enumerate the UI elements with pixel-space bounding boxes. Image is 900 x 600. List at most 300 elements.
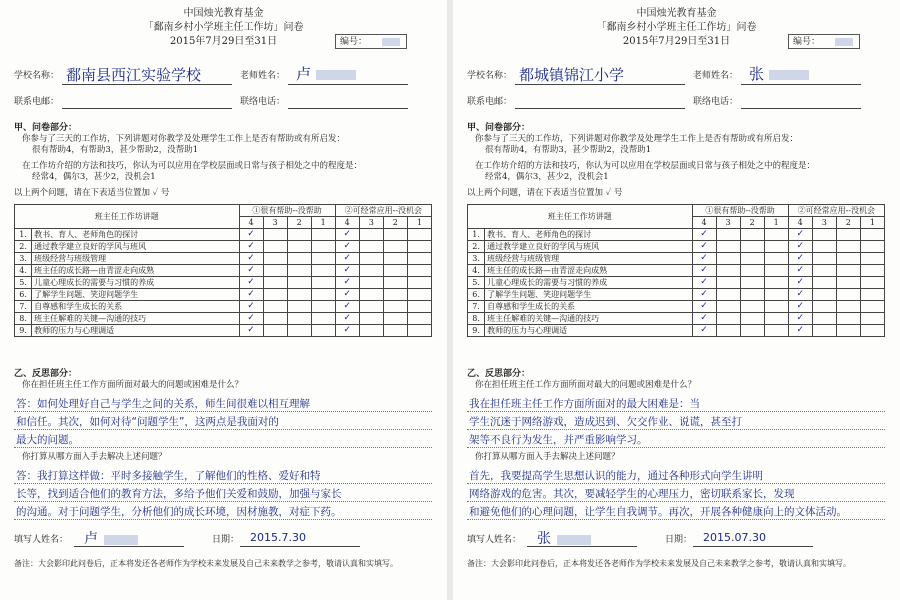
help-rating-cell[interactable]: ✓ (692, 265, 716, 277)
apply-rating-cell[interactable]: ✓ (335, 253, 359, 265)
topic-label: 了解学生问题、笑迎问题学生 (485, 289, 692, 301)
help-rating-cell[interactable] (263, 265, 287, 277)
code-label: 编号： (340, 37, 368, 47)
help-rating-cell[interactable] (287, 265, 311, 277)
help-rating-cell[interactable]: ✓ (239, 229, 263, 241)
answer-handwritten-line: 架等不良行为发生，并严重影响学习。 (469, 434, 648, 446)
answer-rule-line (14, 483, 432, 484)
help-rating-cell[interactable] (764, 229, 788, 241)
answer-handwritten-line: 我在担任班主任工作方面所面对的最大困难是：当 (469, 398, 700, 410)
date-underline (240, 546, 360, 547)
apply-rating-cell[interactable] (359, 289, 383, 301)
topic-label: 班主任解难的关键—沟通的技巧 (32, 313, 239, 325)
topic-row (15, 301, 432, 313)
topic-number: 7. (15, 301, 32, 313)
answer-rule-line (14, 519, 432, 520)
apply-rating-cell[interactable] (860, 229, 884, 241)
date-label: 日期： (212, 535, 240, 545)
topics-table (14, 204, 432, 337)
teacher-initial-handwritten: 张 (749, 65, 765, 83)
apply-rating-cell[interactable] (383, 277, 407, 289)
topic-label: 班级经营与班级管理 (485, 253, 692, 265)
apply-rating-cell[interactable] (407, 301, 431, 313)
teacher-label: 老师姓名： (693, 71, 739, 81)
help-rating-cell[interactable] (311, 289, 335, 301)
part1-title: 甲、问卷部分： (467, 123, 531, 133)
apply-rating-cell[interactable] (836, 229, 860, 241)
help-rating-cell[interactable]: ✓ (239, 325, 263, 337)
help-rating-cell[interactable] (716, 229, 740, 241)
apply-rating-cell[interactable] (359, 277, 383, 289)
apply-rating-cell[interactable] (860, 301, 884, 313)
apply-rating-cell[interactable] (860, 241, 884, 253)
help-rating-cell[interactable] (287, 253, 311, 265)
apply-rating-cell[interactable] (860, 265, 884, 277)
help-rating-cell[interactable]: ✓ (239, 241, 263, 253)
topic-row (468, 277, 885, 289)
apply-rating-cell[interactable]: ✓ (335, 313, 359, 325)
apply-rating-cell[interactable] (836, 265, 860, 277)
topic-label: 儿童心理成长的需要与习惯的养成 (485, 277, 692, 289)
apply-rating-cell[interactable]: ✓ (788, 313, 812, 325)
apply-rating-cell[interactable]: ✓ (788, 229, 812, 241)
help-rating-cell[interactable]: ✓ (692, 253, 716, 265)
help-rating-cell[interactable]: ✓ (692, 313, 716, 325)
help-rating-cell[interactable] (287, 229, 311, 241)
apply-rating-cell[interactable] (383, 265, 407, 277)
apply-rating-cell[interactable] (383, 325, 407, 337)
answer-rule-line (14, 411, 432, 412)
contact-label: 联络电话： (240, 97, 286, 107)
topic-row (468, 325, 885, 337)
r2-text: 你打算从哪方面入手去解决上述问题？ (475, 452, 620, 462)
apply-rating-cell[interactable]: ✓ (788, 265, 812, 277)
apply-scale-3: 3 (359, 217, 383, 229)
redacted-teacher-name (316, 70, 356, 80)
answer-rule-line (467, 519, 885, 520)
topic-number: 3. (468, 253, 485, 265)
topic-row (468, 253, 885, 265)
apply-scale-4: 4 (335, 217, 359, 229)
col-apply-header: ②可经常应用--没机会 (788, 205, 884, 217)
topic-row (468, 241, 885, 253)
topic-row (468, 313, 885, 325)
q1-text: 你参与了三天的工作坊，下列讲题对你教学及处理学生工作上是否有帮助或有所启发： (22, 134, 346, 144)
school-label: 学校名称： (14, 71, 60, 81)
apply-rating-cell[interactable] (812, 265, 836, 277)
apply-rating-cell[interactable] (836, 277, 860, 289)
apply-rating-cell[interactable] (359, 229, 383, 241)
answer-rule-line (467, 447, 885, 448)
answer-handwritten-line: 长等，找到适合他们的教育方法，多给予他们关爱和鼓励，加强与家长 (16, 488, 342, 500)
date-handwritten: 2015.07.30 (703, 531, 766, 544)
redacted-filler-name (104, 535, 138, 545)
filler-name-handwritten: 卢 (84, 531, 98, 547)
help-rating-cell[interactable] (716, 325, 740, 337)
apply-rating-cell[interactable] (812, 277, 836, 289)
apply-rating-cell[interactable]: ✓ (788, 301, 812, 313)
r1-text: 你在担任班主任工作方面所面对最大的问题或困难是什么？ (22, 380, 244, 390)
help-rating-cell[interactable]: ✓ (239, 265, 263, 277)
teacher-initial-handwritten: 卢 (296, 65, 312, 83)
help-rating-cell[interactable] (311, 277, 335, 289)
topic-number: 8. (15, 313, 32, 325)
topic-row (468, 229, 885, 241)
help-rating-cell[interactable] (740, 289, 764, 301)
topic-row (468, 301, 885, 313)
help-scale-3: 3 (716, 217, 740, 229)
apply-rating-cell[interactable] (359, 241, 383, 253)
apply-rating-cell[interactable] (860, 325, 884, 337)
topic-row (15, 241, 432, 253)
answer-handwritten-line: 网络游戏的危害。其次，要减轻学生的心理压力，密切联系家长，发现 (469, 488, 795, 500)
q2-scale: 经常4，偶尔3，甚少2，没机会1 (32, 172, 156, 182)
apply-rating-cell[interactable]: ✓ (788, 241, 812, 253)
apply-rating-cell[interactable] (407, 289, 431, 301)
help-rating-cell[interactable]: ✓ (239, 289, 263, 301)
apply-rating-cell[interactable] (407, 265, 431, 277)
help-rating-cell[interactable] (287, 301, 311, 313)
help-rating-cell[interactable] (716, 289, 740, 301)
help-rating-cell[interactable] (716, 253, 740, 265)
date-label: 日期： (665, 535, 693, 545)
contact-underline (741, 108, 861, 109)
topic-label: 班级经营与班级管理 (32, 253, 239, 265)
topic-label: 班主任的成长路—由青涩走向成熟 (32, 265, 239, 277)
apply-rating-cell[interactable] (383, 229, 407, 241)
help-scale-4: 4 (692, 217, 716, 229)
answer-handwritten-line: 答：我打算这样做：平时多接触学生，了解他们的性格、爱好和特 (16, 470, 321, 482)
apply-scale-1: 1 (860, 217, 884, 229)
help-rating-cell[interactable] (740, 313, 764, 325)
topic-row (15, 265, 432, 277)
answer-rule-line (467, 411, 885, 412)
answer-rule-line (14, 429, 432, 430)
apply-rating-cell[interactable] (812, 313, 836, 325)
filler-label: 填写人姓名： (14, 535, 69, 545)
col-topic-header: 班主任工作坊讲题 (15, 205, 240, 229)
help-rating-cell[interactable] (311, 241, 335, 253)
help-rating-cell[interactable] (740, 241, 764, 253)
apply-rating-cell[interactable] (812, 301, 836, 313)
q2-text: 在工作坊介绍的方法和技巧，你认为可以应用在学校层面或日常与孩子相处之中的程度是： (22, 161, 363, 171)
topic-row (15, 313, 432, 325)
apply-scale-1: 1 (407, 217, 431, 229)
help-rating-cell[interactable] (263, 241, 287, 253)
help-rating-cell[interactable] (740, 325, 764, 337)
filler-label: 填写人姓名： (467, 535, 522, 545)
answer-handwritten-line: 的沟通。对于问题学生，分析他们的成长环境，因材施教，对症下药。 (16, 506, 342, 518)
phone-underline (515, 108, 685, 109)
help-scale-3: 3 (263, 217, 287, 229)
topic-label: 班主任解难的关键—沟通的技巧 (485, 313, 692, 325)
answer-handwritten-line: 答：如何处理好自己与学生之间的关系，师生间很难以相互理解 (16, 398, 310, 410)
filler-name-handwritten: 张 (537, 531, 551, 547)
topic-row (15, 325, 432, 337)
apply-rating-cell[interactable] (383, 289, 407, 301)
topic-label: 教书、育人、老师角色的探讨 (32, 229, 239, 241)
apply-rating-cell[interactable]: ✓ (335, 265, 359, 277)
redacted-code (382, 38, 400, 46)
help-rating-cell[interactable] (287, 313, 311, 325)
apply-rating-cell[interactable]: ✓ (788, 253, 812, 265)
topics-table (467, 204, 885, 337)
topic-row (15, 277, 432, 289)
apply-rating-cell[interactable] (812, 229, 836, 241)
help-rating-cell[interactable] (740, 265, 764, 277)
col-help-header: ①很有帮助--没帮助 (692, 205, 788, 217)
help-rating-cell[interactable] (311, 313, 335, 325)
survey-date: 2015年7月29日至31日 (622, 36, 731, 47)
help-rating-cell[interactable] (740, 253, 764, 265)
help-scale-2: 2 (287, 217, 311, 229)
help-rating-cell[interactable]: ✓ (692, 229, 716, 241)
topic-number: 3. (15, 253, 32, 265)
topic-label: 通过教学建立良好的学风与班风 (32, 241, 239, 253)
help-scale-1: 1 (311, 217, 335, 229)
phone-label: 联系电邮： (467, 97, 513, 107)
help-rating-cell[interactable] (263, 229, 287, 241)
q1-text: 你参与了三天的工作坊，下列讲题对你教学及处理学生工作上是否有帮助或有所启发： (475, 134, 799, 144)
survey-sheet-left (0, 0, 447, 600)
help-rating-cell[interactable] (263, 253, 287, 265)
help-rating-cell[interactable] (716, 301, 740, 313)
topic-number: 9. (15, 325, 32, 337)
part2-title: 乙、反思部分： (467, 369, 531, 379)
apply-rating-cell[interactable] (812, 325, 836, 337)
topic-number: 4. (468, 265, 485, 277)
teacher-underline (741, 84, 861, 85)
apply-rating-cell[interactable] (860, 253, 884, 265)
col-help-header: ①很有帮助--没帮助 (239, 205, 335, 217)
apply-rating-cell[interactable]: ✓ (335, 229, 359, 241)
survey-title: 「鄱南乡村小学班主任工作坊」问卷 (596, 22, 757, 33)
footnote: 备注：大会影印此问卷后，正本将发还各老师作为学校未来发展及自己未来教学之参考，敬请认真和实填写。 (14, 559, 398, 568)
help-rating-cell[interactable] (311, 265, 335, 277)
topic-number: 1. (15, 229, 32, 241)
help-rating-cell[interactable] (263, 313, 287, 325)
help-scale-1: 1 (764, 217, 788, 229)
help-rating-cell[interactable]: ✓ (239, 253, 263, 265)
col-apply-header: ②可经常应用--没机会 (335, 205, 431, 217)
apply-rating-cell[interactable] (359, 265, 383, 277)
apply-rating-cell[interactable]: ✓ (335, 325, 359, 337)
topic-label: 教书、育人、老师角色的探讨 (485, 229, 692, 241)
apply-scale-3: 3 (812, 217, 836, 229)
topic-number: 7. (468, 301, 485, 313)
help-scale-4: 4 (239, 217, 263, 229)
topic-label: 教师的压力与心理调适 (32, 325, 239, 337)
apply-rating-cell[interactable] (407, 277, 431, 289)
apply-rating-cell[interactable] (383, 301, 407, 313)
apply-rating-cell[interactable] (359, 313, 383, 325)
help-rating-cell[interactable] (764, 301, 788, 313)
answer-handwritten-line: 最大的问题。 (16, 434, 79, 446)
part1-title: 甲、问卷部分： (14, 123, 78, 133)
help-rating-cell[interactable] (764, 313, 788, 325)
apply-rating-cell[interactable] (383, 253, 407, 265)
help-rating-cell[interactable]: ✓ (239, 301, 263, 313)
topic-row (15, 289, 432, 301)
answer-rule-line (467, 501, 885, 502)
help-rating-cell[interactable]: ✓ (692, 289, 716, 301)
answer-rule-line (14, 501, 432, 502)
apply-rating-cell[interactable] (407, 229, 431, 241)
topic-number: 5. (15, 277, 32, 289)
table-instruction: 以上两个问题，请在下表适当位置加 ✓ 号 (14, 188, 170, 198)
apply-rating-cell[interactable] (860, 289, 884, 301)
apply-rating-cell[interactable] (836, 253, 860, 265)
answer-handwritten-line: 和避免他们的心理问题，让学生自我调节。再次，开展各种健康向上的文体活动。 (469, 506, 847, 518)
apply-rating-cell[interactable] (359, 325, 383, 337)
help-rating-cell[interactable] (740, 301, 764, 313)
q2-scale: 经常4，偶尔3，甚少2，没机会1 (485, 172, 609, 182)
apply-rating-cell[interactable] (407, 313, 431, 325)
answer-rule-line (467, 429, 885, 430)
answer-handwritten-line: 和信任。其次，如何对待“问题学生”，这两点是我面对的 (16, 416, 279, 428)
table-instruction: 以上两个问题，请在下表适当位置加 ✓ 号 (467, 188, 623, 198)
code-label: 编号： (793, 37, 821, 47)
help-rating-cell[interactable]: ✓ (692, 241, 716, 253)
school-name-handwritten: 鄱南县西江实验学校 (66, 66, 202, 84)
apply-rating-cell[interactable]: ✓ (335, 289, 359, 301)
help-rating-cell[interactable] (287, 277, 311, 289)
survey-title: 「鄱南乡村小学班主任工作坊」问卷 (143, 22, 304, 33)
apply-rating-cell[interactable] (836, 289, 860, 301)
help-rating-cell[interactable] (311, 301, 335, 313)
help-rating-cell[interactable] (764, 253, 788, 265)
help-rating-cell[interactable] (263, 325, 287, 337)
help-rating-cell[interactable] (311, 253, 335, 265)
apply-rating-cell[interactable] (836, 325, 860, 337)
help-rating-cell[interactable]: ✓ (692, 277, 716, 289)
apply-rating-cell[interactable] (860, 277, 884, 289)
topic-number: 6. (15, 289, 32, 301)
apply-rating-cell[interactable] (836, 241, 860, 253)
org-name: 中国烛光教育基金 (636, 8, 717, 19)
topic-number: 4. (15, 265, 32, 277)
q2-text: 在工作坊介绍的方法和技巧，你认为可以应用在学校层面或日常与孩子相处之中的程度是： (475, 161, 816, 171)
apply-rating-cell[interactable] (812, 253, 836, 265)
apply-rating-cell[interactable] (812, 289, 836, 301)
topic-row (15, 253, 432, 265)
help-rating-cell[interactable] (716, 241, 740, 253)
school-name-handwritten: 都城镇锦江小学 (519, 66, 625, 84)
help-rating-cell[interactable]: ✓ (239, 277, 263, 289)
org-name: 中国烛光教育基金 (183, 8, 264, 19)
help-rating-cell[interactable] (740, 229, 764, 241)
help-rating-cell[interactable]: ✓ (692, 325, 716, 337)
footnote: 备注：大会影印此问卷后，正本将发还各老师作为学校未来发展及自己未来教学之参考，敬请认真和实填写。 (467, 559, 851, 568)
part2-title: 乙、反思部分： (14, 369, 78, 379)
topic-label: 教师的压力与心理调适 (485, 325, 692, 337)
apply-rating-cell[interactable]: ✓ (335, 241, 359, 253)
apply-scale-2: 2 (836, 217, 860, 229)
topic-number: 2. (15, 241, 32, 253)
help-rating-cell[interactable] (263, 289, 287, 301)
apply-rating-cell[interactable] (407, 241, 431, 253)
apply-rating-cell[interactable]: ✓ (788, 277, 812, 289)
topic-row (468, 289, 885, 301)
apply-scale-2: 2 (383, 217, 407, 229)
date-underline (693, 546, 813, 547)
help-rating-cell[interactable] (764, 325, 788, 337)
answer-rule-line (467, 483, 885, 484)
help-rating-cell[interactable] (764, 277, 788, 289)
redacted-teacher-name (769, 70, 809, 80)
help-rating-cell[interactable] (740, 277, 764, 289)
teacher-underline (288, 84, 408, 85)
apply-rating-cell[interactable] (860, 313, 884, 325)
apply-rating-cell[interactable] (383, 241, 407, 253)
topic-label: 自尊感和学生成长的关系 (485, 301, 692, 313)
help-rating-cell[interactable]: ✓ (239, 313, 263, 325)
help-rating-cell[interactable] (287, 325, 311, 337)
topic-number: 8. (468, 313, 485, 325)
topic-number: 5. (468, 277, 485, 289)
topic-label: 自尊感和学生成长的关系 (32, 301, 239, 313)
redacted-filler-name (557, 535, 591, 545)
help-rating-cell[interactable] (263, 301, 287, 313)
apply-rating-cell[interactable] (836, 313, 860, 325)
teacher-label: 老师姓名： (240, 71, 286, 81)
topic-number: 1. (468, 229, 485, 241)
help-rating-cell[interactable] (764, 289, 788, 301)
help-rating-cell[interactable] (764, 241, 788, 253)
topic-label: 班主任的成长路—由青涩走向成熟 (485, 265, 692, 277)
help-rating-cell[interactable] (263, 277, 287, 289)
help-rating-cell[interactable] (287, 241, 311, 253)
survey-date: 2015年7月29日至31日 (169, 36, 278, 47)
answer-rule-line (14, 447, 432, 448)
apply-rating-cell[interactable]: ✓ (788, 325, 812, 337)
help-rating-cell[interactable] (716, 313, 740, 325)
apply-rating-cell[interactable] (359, 253, 383, 265)
topic-label: 了解学生问题、笑迎问题学生 (32, 289, 239, 301)
contact-underline (288, 108, 408, 109)
help-rating-cell[interactable] (311, 325, 335, 337)
topic-number: 9. (468, 325, 485, 337)
school-label: 学校名称： (467, 71, 513, 81)
help-rating-cell[interactable]: ✓ (692, 301, 716, 313)
apply-rating-cell[interactable] (383, 313, 407, 325)
help-rating-cell[interactable] (311, 229, 335, 241)
apply-rating-cell[interactable]: ✓ (335, 301, 359, 313)
q1-scale: 很有帮助4，有帮助3，甚少帮助2，没帮助1 (32, 145, 199, 155)
help-scale-2: 2 (740, 217, 764, 229)
topic-number: 2. (468, 241, 485, 253)
apply-rating-cell[interactable]: ✓ (335, 277, 359, 289)
topic-number: 6. (468, 289, 485, 301)
code-box (335, 34, 407, 49)
apply-rating-cell[interactable] (812, 241, 836, 253)
apply-rating-cell[interactable] (359, 301, 383, 313)
apply-rating-cell[interactable] (407, 325, 431, 337)
help-rating-cell[interactable] (716, 265, 740, 277)
help-rating-cell[interactable] (764, 265, 788, 277)
help-rating-cell[interactable] (287, 289, 311, 301)
contact-label: 联络电话： (693, 97, 739, 107)
apply-rating-cell[interactable]: ✓ (788, 289, 812, 301)
col-topic-header: 班主任工作坊讲题 (468, 205, 693, 229)
topic-row (15, 229, 432, 241)
survey-sheet-right (453, 0, 900, 600)
answer-handwritten-line: 学生沉迷于网络游戏，造成迟到、欠交作业、说谎，甚至打 (469, 416, 742, 428)
phone-underline (62, 108, 232, 109)
help-rating-cell[interactable] (716, 277, 740, 289)
apply-rating-cell[interactable] (836, 301, 860, 313)
apply-rating-cell[interactable] (407, 253, 431, 265)
